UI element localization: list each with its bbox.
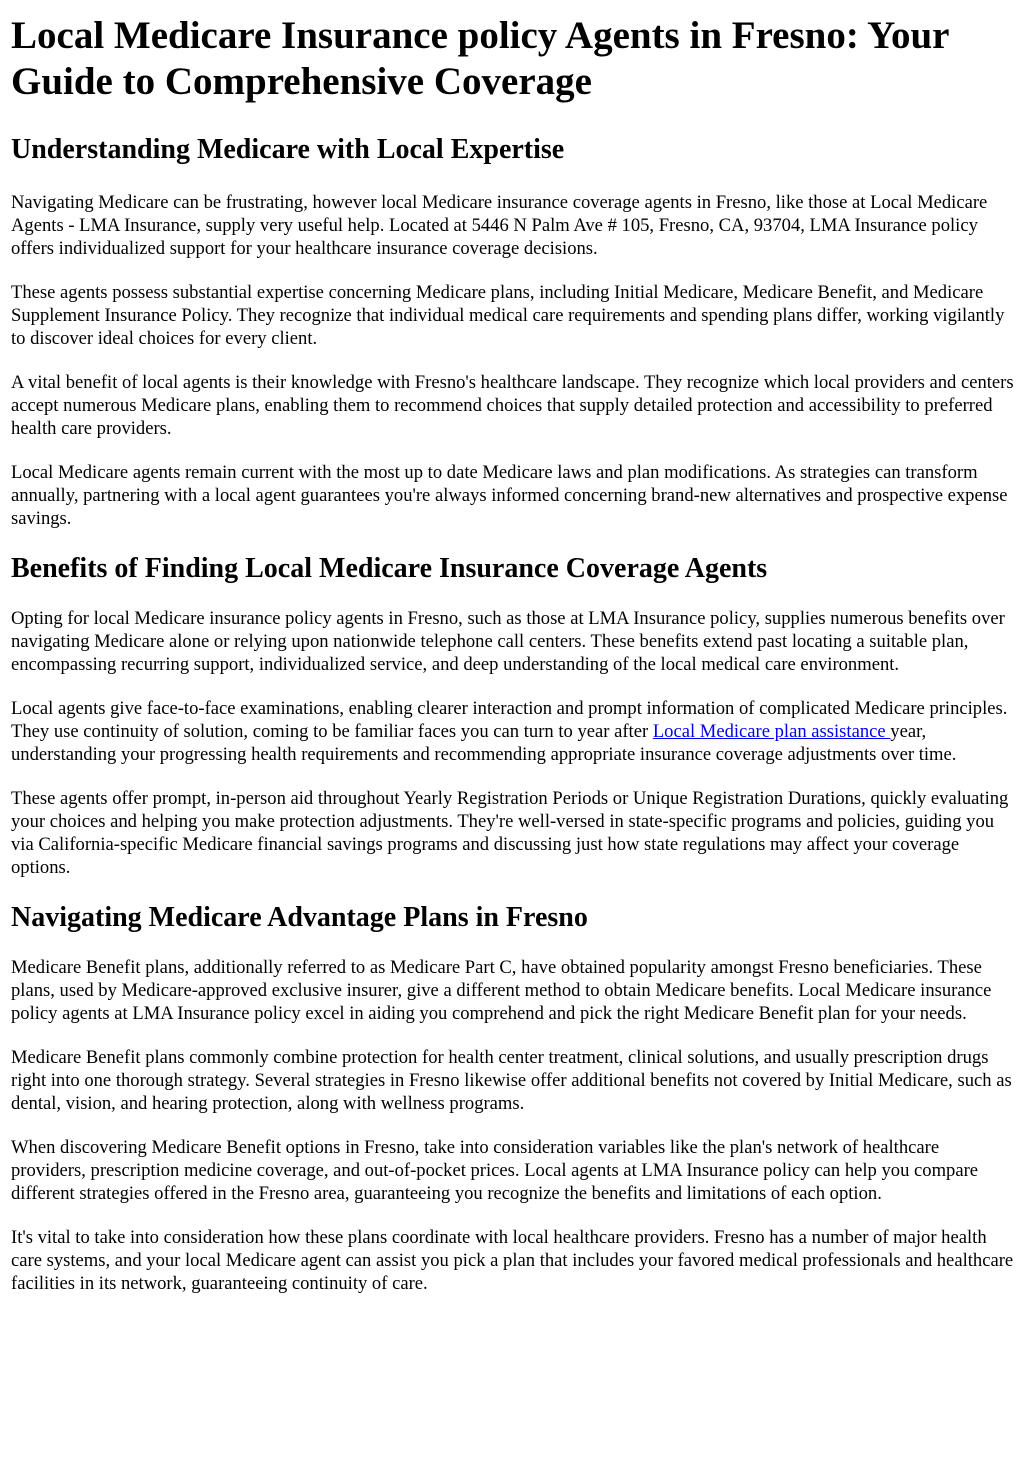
paragraph: When discovering Medicare Benefit options in Fresno, take into consideration variables like the plan's network of healthcare providers, prescription medicine coverage, and out-of-pocket prices. Local agents at LMA Insurance policy can help you compare different strategies offered in the Fresno area, guaranteeing you recognize the benefits and limitations of each option.	[11, 1137, 979, 1204]
paragraph-text: year, understanding your progressing health requirements and recommending appropriate insurance coverage adjustments over time.	[11, 721, 957, 765]
article	[0, 13, 1024, 1295]
local-medicare-plan-assistance-link[interactable]: Local Medicare plan assistance	[652, 721, 891, 742]
paragraph: Medicare Benefit plans commonly combine protection for health center treatment, clinical solutions, and usually prescription drugs right into one thorough strategy. Several strategies in Fresno likewise offer additional benefits not covered by Initial Medicare, such as dental, vision, and hearing protection, along with wellness programs.	[11, 1047, 1012, 1114]
paragraph: Navigating Medicare can be frustrating, however local Medicare insurance coverage agents in Fresno, like those at Local Medicare Agents - LMA Insurance, supply very useful help. Located at 5446 N Palm Ave # 105, Fresno, CA, 93704, LMA Insurance policy offers individualized support for your healthcare insurance coverage decisions.	[11, 192, 988, 259]
paragraph: Medicare Benefit plans, additionally referred to as Medicare Part C, have obtained popularity amongst Fresno beneficiaries. These plans, used by Medicare-approved exclusive insurer, give a different method to obtain Medicare benefits. Local Medicare insurance policy agents at LMA Insurance policy excel in aiding you comprehend and pick the right Medicare Benefit plan for your needs.	[11, 957, 992, 1024]
paragraph: A vital benefit of local agents is their knowledge with Fresno's healthcare landscape. They recognize which local providers and centers accept numerous Medicare plans, enabling them to recommend choices that supply detailed protection and accessibility to preferred health care providers.	[11, 372, 1014, 439]
paragraph: It's vital to take into consideration how these plans coordinate with local healthcare providers. Fresno has a number of major health care systems, and your local Medicare agent can assist you pick a plan that includes your favored medical professionals and healthcare facilities in its network, guaranteeing continuity of care.	[11, 1227, 1014, 1294]
section-heading-benefits: Benefits of Finding Local Medicare Insurance Coverage Agents	[11, 553, 768, 584]
paragraph: Local Medicare agents remain current with the most up to date Medicare laws and plan modifications. As strategies can transform annually, partnering with a local agent guarantees you're always informed concerning brand-new alternatives and prospective expense savings.	[11, 462, 1008, 529]
page-title: Local Medicare Insurance policy Agents in Fresno: Your Guide to Comprehensive Coverage	[11, 14, 949, 103]
paragraph-text: Local agents give face-to-face examinations, enabling clearer interaction and prompt information of complicated Medicare principles. They use continuity of solution, coming to be familiar faces you can turn to year after	[11, 698, 1008, 742]
paragraph: Opting for local Medicare insurance policy agents in Fresno, such as those at LMA Insurance policy, supplies numerous benefits over navigating Medicare alone or relying upon nationwide telephone call centers. These benefits extend past locating a suitable plan, encompassing recurring support, individualized service, and deep understanding of the local medical care environment.	[11, 608, 1005, 675]
paragraph: These agents offer prompt, in-person aid throughout Yearly Registration Periods or Unique Registration Durations, quickly evaluating your choices and helping you make protection adjustments. They're well-versed in state-specific programs and policies, guiding you via California-specific Medicare financial savings programs and discussing just how state regulations may affect your coverage options.	[11, 788, 1009, 878]
paragraph: These agents possess substantial expertise concerning Medicare plans, including Initial Medicare, Medicare Benefit, and Medicare Supplement Insurance Policy. They recognize that individual medical care requirements and spending plans differ, working vigilantly to discover ideal choices for every client.	[11, 282, 1005, 349]
paragraph-with-link	[11, 697, 1014, 766]
section-heading-understanding: Understanding Medicare with Local Expertise	[11, 134, 565, 165]
section-heading-advantage: Navigating Medicare Advantage Plans in Fresno	[11, 902, 588, 933]
